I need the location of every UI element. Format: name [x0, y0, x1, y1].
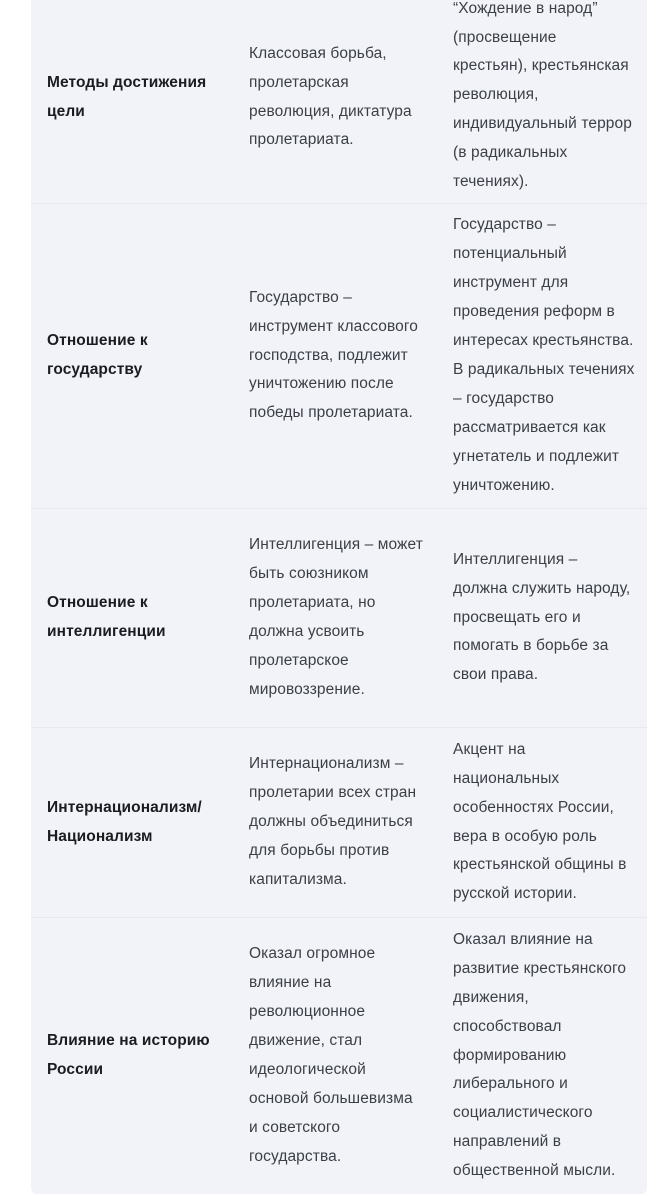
row-header-cell	[31, 0, 233, 203]
row-header-cell	[31, 204, 233, 508]
table-row	[31, 509, 647, 728]
populism-text: Государство – потенциальный инструмент для проведения реформ в интересах крестьянства. В радикальных течениях – государство рассматривается как угнетатель и подлежит уничтожению.	[453, 216, 635, 494]
marxism-text: Государство – инструмент классового господства, подлежит уничтожению после победы пролетариата.	[249, 288, 418, 422]
row-header-text: Влияние на историю России	[47, 1032, 210, 1078]
populism-cell	[437, 0, 647, 203]
comparison-table	[31, 0, 647, 1194]
row-header-text: Интернационализм/ Национализм	[47, 798, 202, 845]
populism-text: “Хождение в народ” (просвещение крестьян), крестьянская революция, индивидуальный террор (в радикальных течениях).	[453, 0, 632, 191]
marxism-cell	[233, 509, 437, 727]
row-header-cell	[31, 728, 233, 917]
table-row	[31, 204, 647, 509]
populism-text: Интеллигенция – должна служить народу, просвещать его и помогать в борьбе за свои права.	[453, 550, 631, 684]
row-header-text: Отношение к государству	[47, 332, 148, 378]
populism-cell	[437, 204, 647, 508]
populism-text: Акцент на национальных особенностях России, вера в особую роль крестьянской общины в русской истории.	[453, 740, 627, 903]
row-header-cell	[31, 509, 233, 727]
marxism-cell	[233, 204, 437, 508]
populism-cell	[437, 509, 647, 727]
marxism-text: Интеллигенция – может быть союзником пролетариата, но должна усвоить пролетарское мировоззрение.	[249, 536, 423, 698]
marxism-cell	[233, 0, 437, 203]
table-row	[31, 0, 647, 204]
marxism-text: Интернационализм – пролетарии всех стран должны объединиться для борьбы против капитализма.	[249, 755, 417, 888]
table-row	[31, 918, 647, 1194]
marxism-text: Классовая борьба, пролетарская революция, диктатура пролетариата.	[249, 44, 412, 149]
row-header-text: Методы достижения цели	[47, 73, 207, 120]
populism-text: Оказал влияние на развитие крестьянского движения, способствовал формированию либерального и социалистического направлений в общественной мысли.	[453, 930, 627, 1180]
populism-cell	[437, 918, 647, 1194]
marxism-text: Оказал огромное влияние на революционное движение, стал идеологической основой большевизма и советского государства.	[249, 945, 413, 1165]
row-header-text: Отношение к интеллигенции	[47, 594, 166, 640]
marxism-cell	[233, 728, 437, 917]
table-row	[31, 728, 647, 918]
row-header-cell	[31, 918, 233, 1194]
marxism-cell	[233, 918, 437, 1194]
populism-cell	[437, 728, 647, 917]
